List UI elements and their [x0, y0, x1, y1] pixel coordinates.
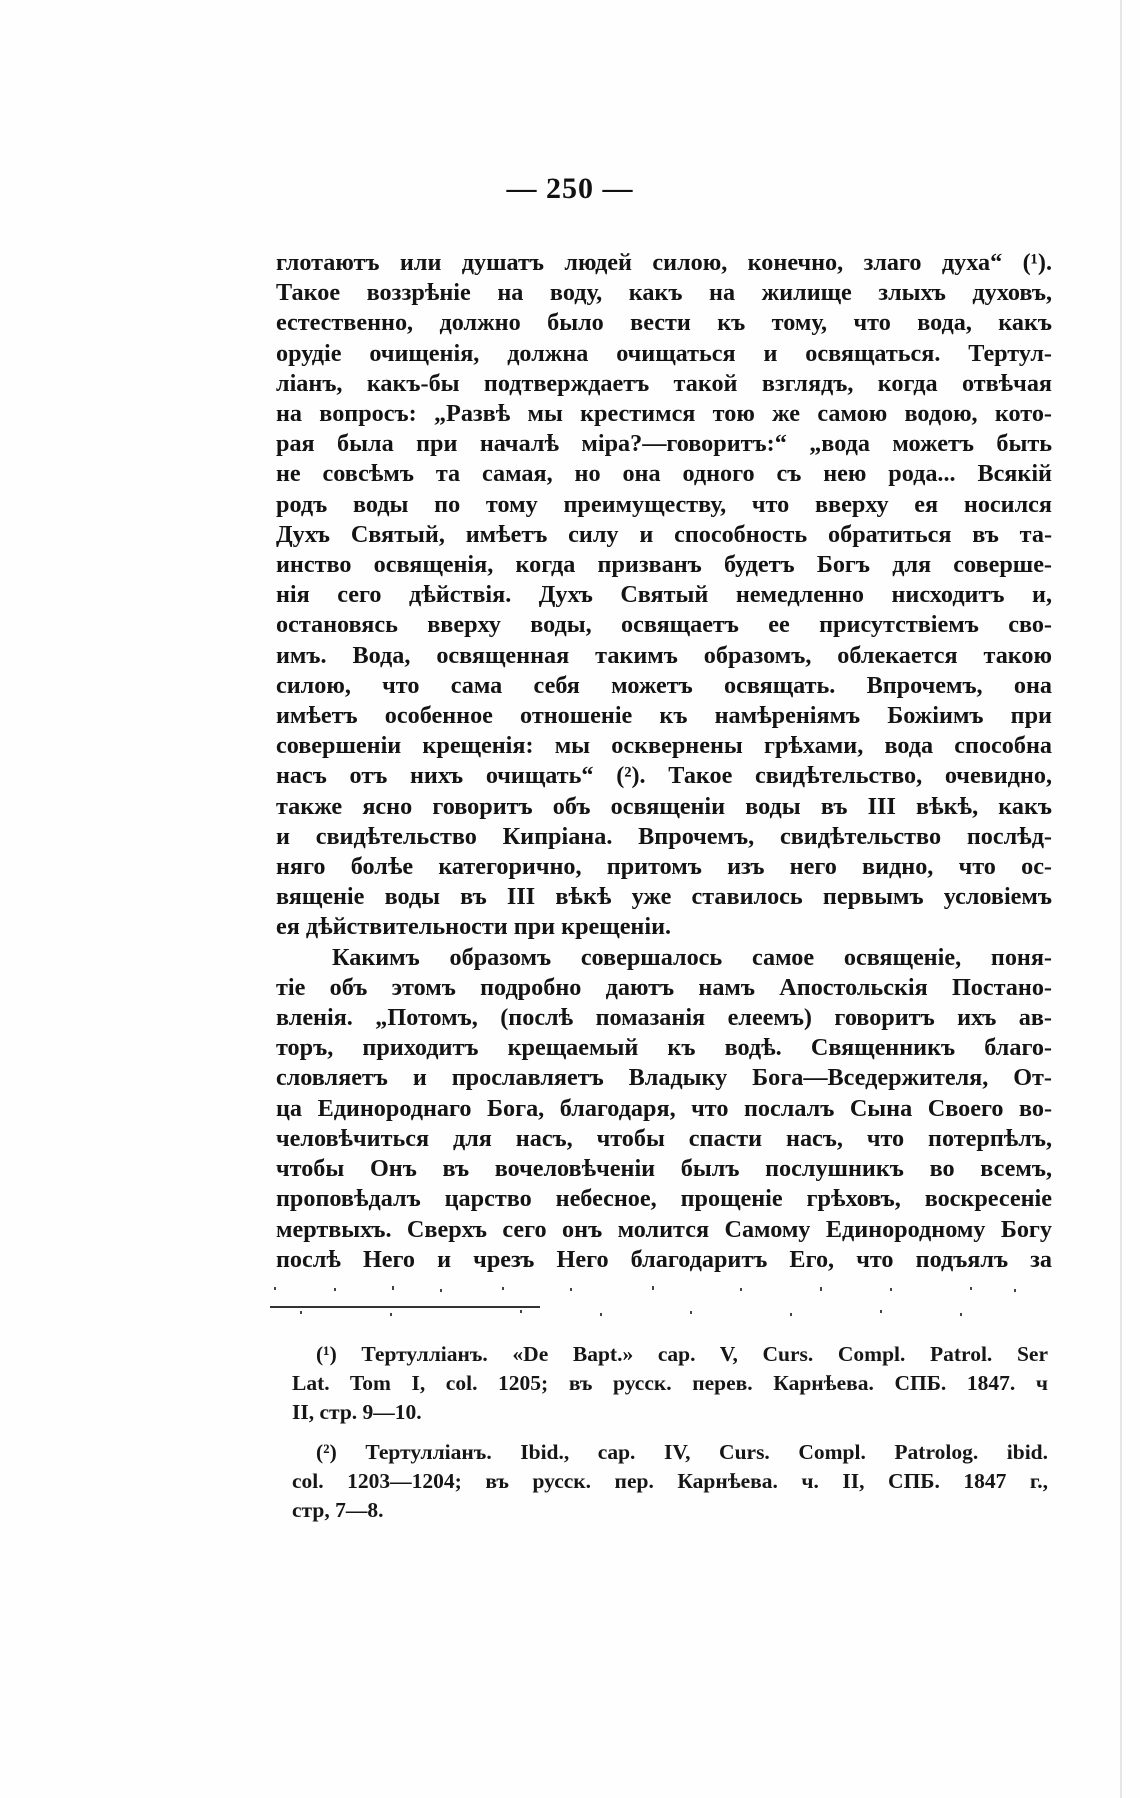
page-edge — [1120, 0, 1122, 1798]
text-line: словляетъ и прославляетъ Владыку Бога—Вседержителя, От- — [276, 1064, 1052, 1092]
text-line: естественно, должно было вести къ тому, что вода, какъ — [276, 309, 1052, 337]
page-number: — 250 — — [506, 172, 634, 205]
text-line: ліанъ, какъ-бы подтверждаетъ такой взглядъ, когда отвѣчая — [276, 369, 1052, 397]
text-line: Духъ Святый, имѣетъ силу и способность обратиться въ та- — [276, 520, 1052, 548]
text-line: нія сего дѣйствія. Духъ Святый немедленно нисходитъ и, — [276, 581, 1052, 609]
footnote-line: (¹) Тертулліанъ. «De Bapt.» cap. V, Curs. Compl. Patrol. Ser — [316, 1342, 1048, 1366]
text-line: няго болѣе категорично, притомъ изъ него видно, что ос- — [276, 853, 1052, 881]
text-line: имѣетъ особенное отношеніе къ намѣреніямъ Божіимъ при — [276, 702, 1052, 730]
text-line: ея дѣйствительности при крещеніи. — [276, 913, 672, 941]
footnote-1 — [292, 1340, 1048, 1427]
text-line: инство освященія, когда призванъ будетъ Богъ для соверше- — [276, 551, 1052, 579]
footnote-2 — [292, 1438, 1048, 1525]
footnote-rule — [270, 1306, 540, 1308]
main-text — [276, 248, 1052, 1275]
text-line: силою, что сама себя можетъ освящать. Впрочемъ, она — [276, 671, 1052, 699]
text-line: на вопросъ: „Развѣ мы крестимся тою же самою водою, кото- — [276, 400, 1052, 428]
scan-artifacts — [270, 1283, 1050, 1323]
footnote-line: col. 1203—1204; въ русск. пер. Карнѣева. ч. II, СПБ. 1847 г., — [292, 1469, 1048, 1493]
text-line: остановясь вверху воды, освящаетъ ее присутствіемъ сво- — [276, 611, 1052, 639]
text-line: насъ отъ нихъ очищать“ (²). Такое свидѣтельство, очевидно, — [276, 762, 1052, 790]
text-line: совершеніи крещенія: мы осквернены грѣхами, вода способна — [276, 732, 1052, 760]
footnote-line: Lat. Tom I, col. 1205; въ русск. перев. Карнѣева. СПБ. 1847. ч — [292, 1371, 1048, 1395]
text-line: не совсѣмъ та самая, но она одного съ нею рода... Всякій — [276, 460, 1052, 488]
text-line: также ясно говоритъ объ освященіи воды въ III вѣкѣ, какъ — [276, 792, 1052, 820]
text-line: тіе объ этомъ подробно даютъ намъ Апостольскія Постано- — [276, 973, 1052, 1001]
footnote-line: стр, 7—8. — [292, 1498, 384, 1522]
text-line: вленія. „Потомъ, (послѣ помазанія елеемъ) говоритъ ихъ ав- — [276, 1004, 1052, 1032]
footnotes — [292, 1340, 1048, 1536]
text-line: человѣчиться для насъ, чтобы спасти насъ, что потерпѣлъ, — [276, 1124, 1052, 1152]
text-line: чтобы Онъ въ вочеловѣченіи былъ послушникъ во всемъ, — [276, 1155, 1052, 1183]
text-line: глотаютъ или душатъ людей силою, конечно, злаго духа“ (¹). — [276, 249, 1052, 276]
text-line: орудіе очищенія, должна очищаться и освящаться. Тертул- — [276, 339, 1052, 367]
text-line: мертвыхъ. Сверхъ сего онъ молится Самому Единородному Богу — [276, 1215, 1052, 1243]
text-line: родъ воды по тому преимуществу, что вверху ея носился — [276, 490, 1052, 518]
text-line: Какимъ образомъ совершалось самое освященіе, поня- — [332, 943, 1052, 971]
text-line: имъ. Вода, освященная такимъ образомъ, облекается такою — [276, 641, 1052, 669]
text-line: послѣ Него и чрезъ Него благодаритъ Его, что подъялъ за — [276, 1245, 1052, 1273]
text-line: Такое воззрѣніе на воду, какъ на жилище злыхъ духовъ, — [276, 279, 1052, 307]
text-line: и свидѣтельство Кипріана. Впрочемъ, свидѣтельство послѣд- — [276, 822, 1052, 850]
text-line: ца Единороднаго Бога, благодаря, что послалъ Сына Своего во- — [276, 1094, 1052, 1122]
text-line: проповѣдалъ царство небесное, прощеніе грѣховъ, воскресеніе — [276, 1185, 1052, 1213]
text-line: вященіе воды въ III вѣкѣ уже ставилось первымъ условіемъ — [276, 883, 1052, 911]
text-line: рая была при началѣ міра?—говоритъ:“ „вода можетъ быть — [276, 430, 1052, 458]
text-line: торъ, приходитъ крещаемый къ водѣ. Священникъ благо- — [276, 1034, 1052, 1062]
footnote-line: (²) Тертулліанъ. Ibid., cap. IV, Curs. Compl. Patrolog. ibid. — [316, 1440, 1048, 1464]
footnote-line: II, стр. 9—10. — [292, 1400, 422, 1424]
